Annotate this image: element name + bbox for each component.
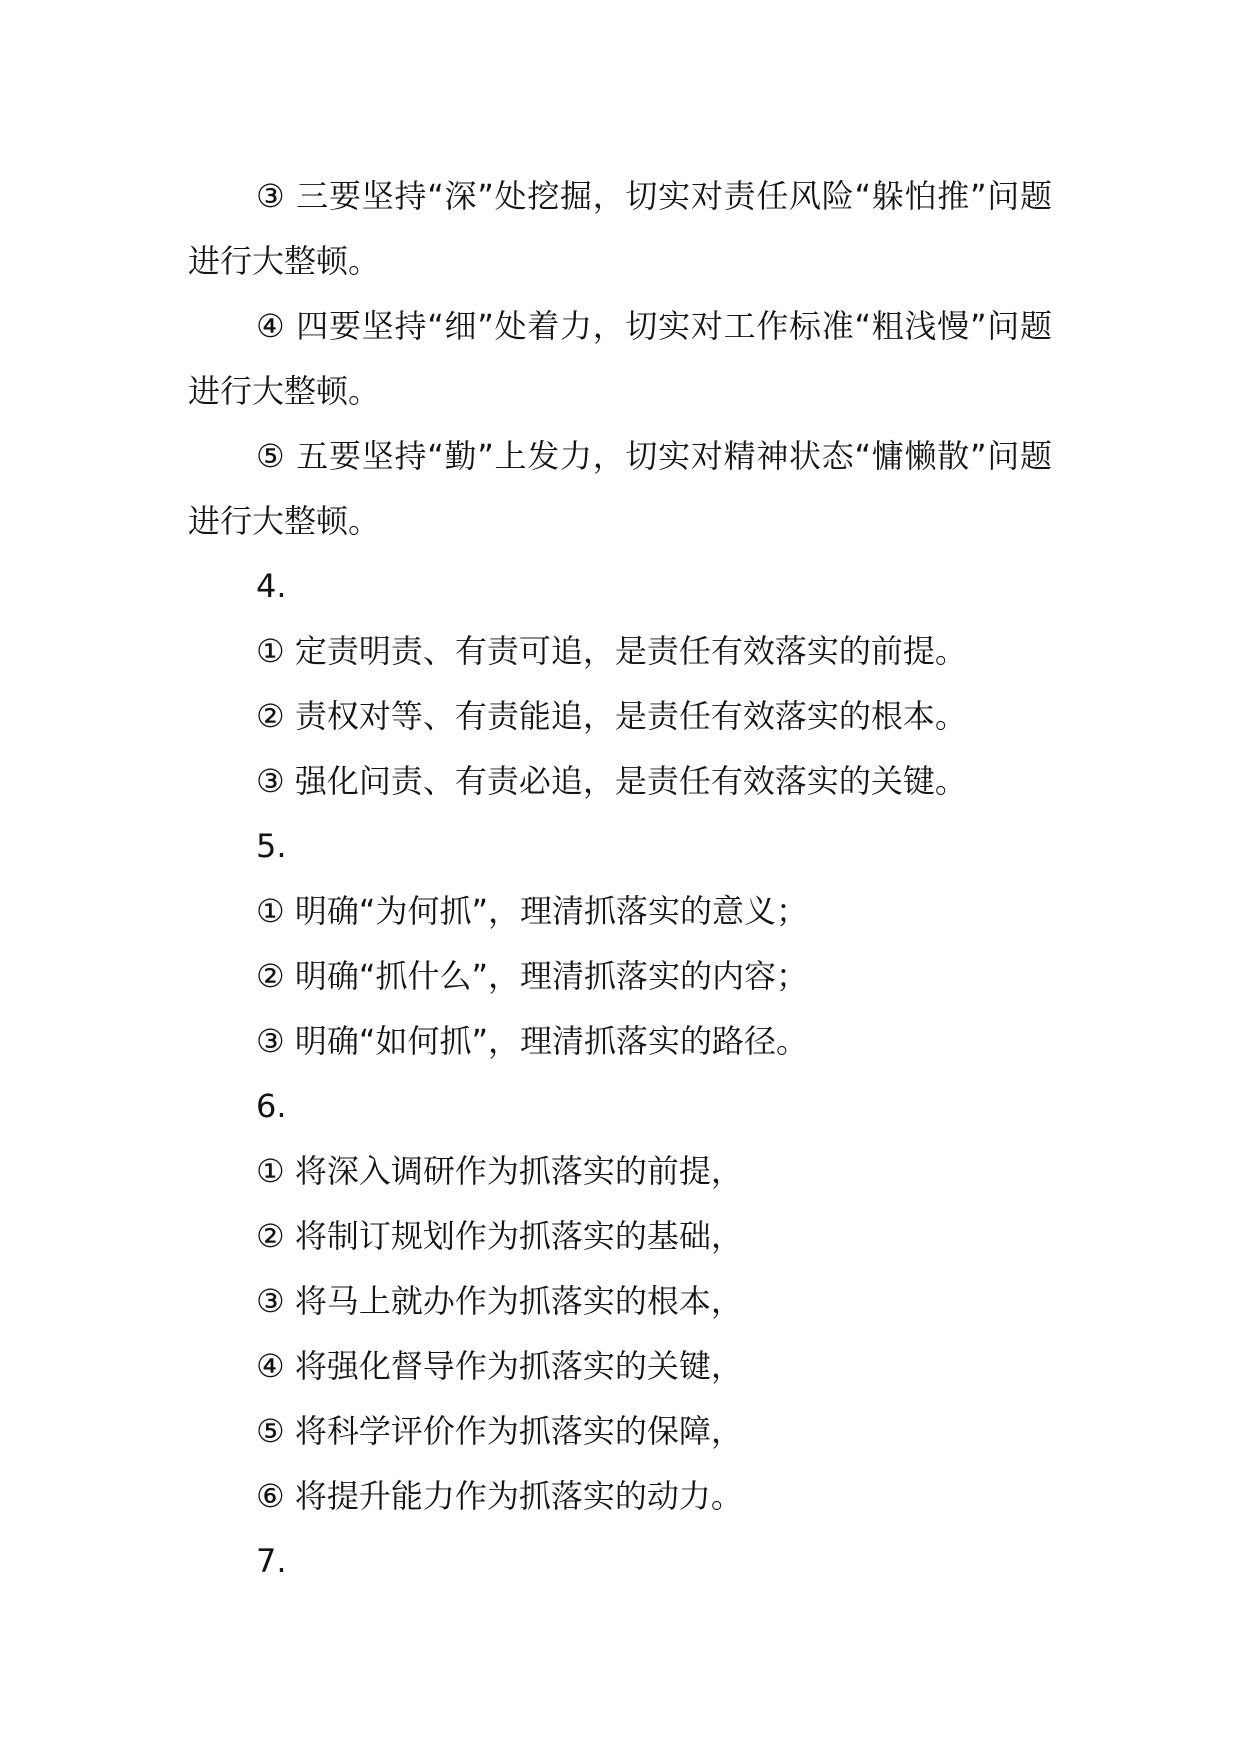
paragraph-item-5-two: ② 明确“抓什么”，理清抓落实的内容； [256,957,809,995]
section-number-6: 6. [256,1087,287,1125]
paragraph-item-6-six: ⑥ 将提升能力作为抓落实的动力。 [256,1477,743,1515]
paragraph-item-6-four: ④ 将强化督导作为抓落实的关键， [256,1347,743,1385]
paragraph-item-6-two: ② 将制订规划作为抓落实的基础， [256,1217,743,1255]
paragraph-item-5-one: ① 明确“为何抓”，理清抓落实的意义； [256,892,809,930]
section-number-7: 7. [256,1542,287,1580]
section-number-4: 4. [256,567,287,605]
paragraph-item-4-two: ② 责权对等、有责能追，是责任有效落实的根本。 [256,697,967,735]
paragraph-item-5-three: ③ 明确“如何抓”，理清抓落实的路径。 [256,1022,809,1060]
paragraph-item-6-three: ③ 将马上就办作为抓落实的根本， [256,1282,743,1320]
paragraph-item-3-four: ④ 四要坚持“细”处着力，切实对工作标准“粗浅慢”问题进行大整顿。 [188,307,1052,410]
section-number-5: 5. [256,827,287,865]
document-body [188,164,1052,1594]
paragraph-item-6-five: ⑤ 将科学评价作为抓落实的保障， [256,1412,743,1450]
paragraph-item-3-three: ③ 三要坚持“深”处挖掘，切实对责任风险“躲怕推”问题进行大整顿。 [188,177,1052,280]
paragraph-item-6-one: ① 将深入调研作为抓落实的前提， [256,1152,743,1190]
paragraph-item-4-three: ③ 强化问责、有责必追，是责任有效落实的关键。 [256,762,967,800]
paragraph-item-4-one: ① 定责明责、有责可追，是责任有效落实的前提。 [256,632,967,670]
paragraph-item-3-five: ⑤ 五要坚持“勤”上发力，切实对精神状态“慵懒散”问题进行大整顿。 [188,437,1052,540]
